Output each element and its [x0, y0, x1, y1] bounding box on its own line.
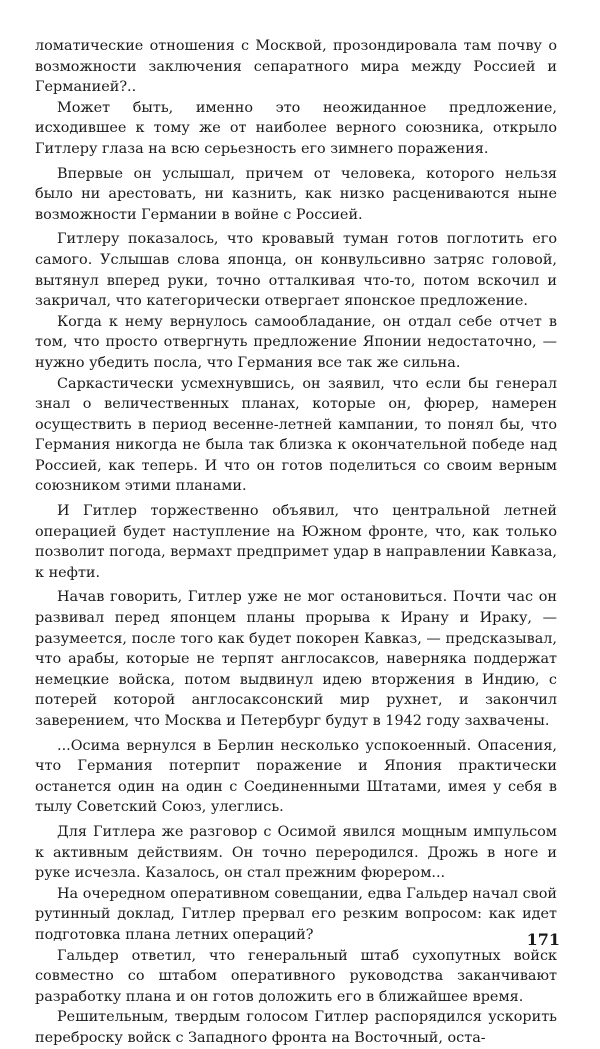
paragraph: ...Осима вернулся в Берлин несколько успокоенный. Опасения, что Германия потерпит поражение и Япония практически останется один на один с Соединенными Штатами, имея у себя в тылу Советский Союз, улеглись. [35, 737, 557, 816]
page-text [35, 36, 557, 1049]
paragraph: Гальдер ответил, что генеральный штаб сухопутных войск совместно со штабом оперативного руководства заканчивают разработку плана и он готов доложить его в ближайшее время. [35, 947, 557, 1005]
paragraph: И Гитлер торжественно объявил, что центральной летней операцией будет наступление на Южном фронте, что, как только позволит погода, вермахт предпримет удар в направлении Кавказа, к нефти. [35, 503, 557, 581]
paragraph: Решительным, твердым голосом Гитлер распорядился ускорить переброску войск с Западного фронта на Восточный, оста- [35, 1009, 557, 1046]
paragraph: Начав говорить, Гитлер уже не мог остановиться. Почти час он развивал перед японцем планы прорыва к Ирану и Ираку, — разумеется, после того как будет покорен Кавказ, — предсказывал, что арабы, которые не терпят англосаксов, наверняка поддержат немецкие войска, потом выдвинул идею вторжения в Индию, с потерей которой англосаксонский мир рухнет, и закончил заверением, что Москва и Петербург будут в 1942 году захвачены. [35, 589, 557, 729]
paragraph: Гитлеру показалось, что кровавый туман готов поглотить его самого. Услышав слова японца, он конвульсивно затряс головой, вытянул вперед руки, точно отталкивая что-то, потом вскочил и закричал, что категорически отвергает японское предложение. [35, 231, 557, 310]
paragraph: На очередном оперативном совещании, едва Гальдер начал свой рутинный доклад, Гитлер прервал его резким вопросом: как идет подготовка плана летних операций? [35, 885, 557, 943]
paragraph: Саркастически усмехнувшись, он заявил, что если бы генерал знал о величественных планах, которые он, фюрер, намерен осуществить в период весенне-летней кампании, то понял бы, что Германия никогда не была так близка к окончательной победе над Россией, как теперь. И что он готов поделиться со своим верным союзником этими планами. [35, 375, 557, 495]
paragraph: Впервые он услышал, причем от человека, которого нельзя было ни арестовать, ни казнить, как низко расцениваются ныне возможности Германии в войне с Россией. [35, 165, 557, 223]
page-number: 171 [526, 930, 560, 949]
paragraph: ломатические отношения с Москвой, прозондировала там почву о возможности заключения сепаратного мира между Россией и Германией?.. [35, 38, 557, 96]
paragraph: Для Гитлера же разговор с Осимой явился мощным импульсом к активным действиям. Он точно переродился. Дрожь в ноге и руке исчезла. Казалось, он стал прежним фюрером... [35, 823, 557, 882]
paragraph: Может быть, именно это неожиданное предложение, исходившее к тому же от наиболее верного союзника, открыло Гитлеру глаза на всю серьезность его зимнего поражения. [35, 99, 557, 157]
paragraph: Когда к нему вернулось самообладание, он отдал себе отчет в том, что просто отвергнуть предложение Японии недостаточно, — нужно убедить посла, что Германия все так же сильна. [35, 313, 557, 371]
